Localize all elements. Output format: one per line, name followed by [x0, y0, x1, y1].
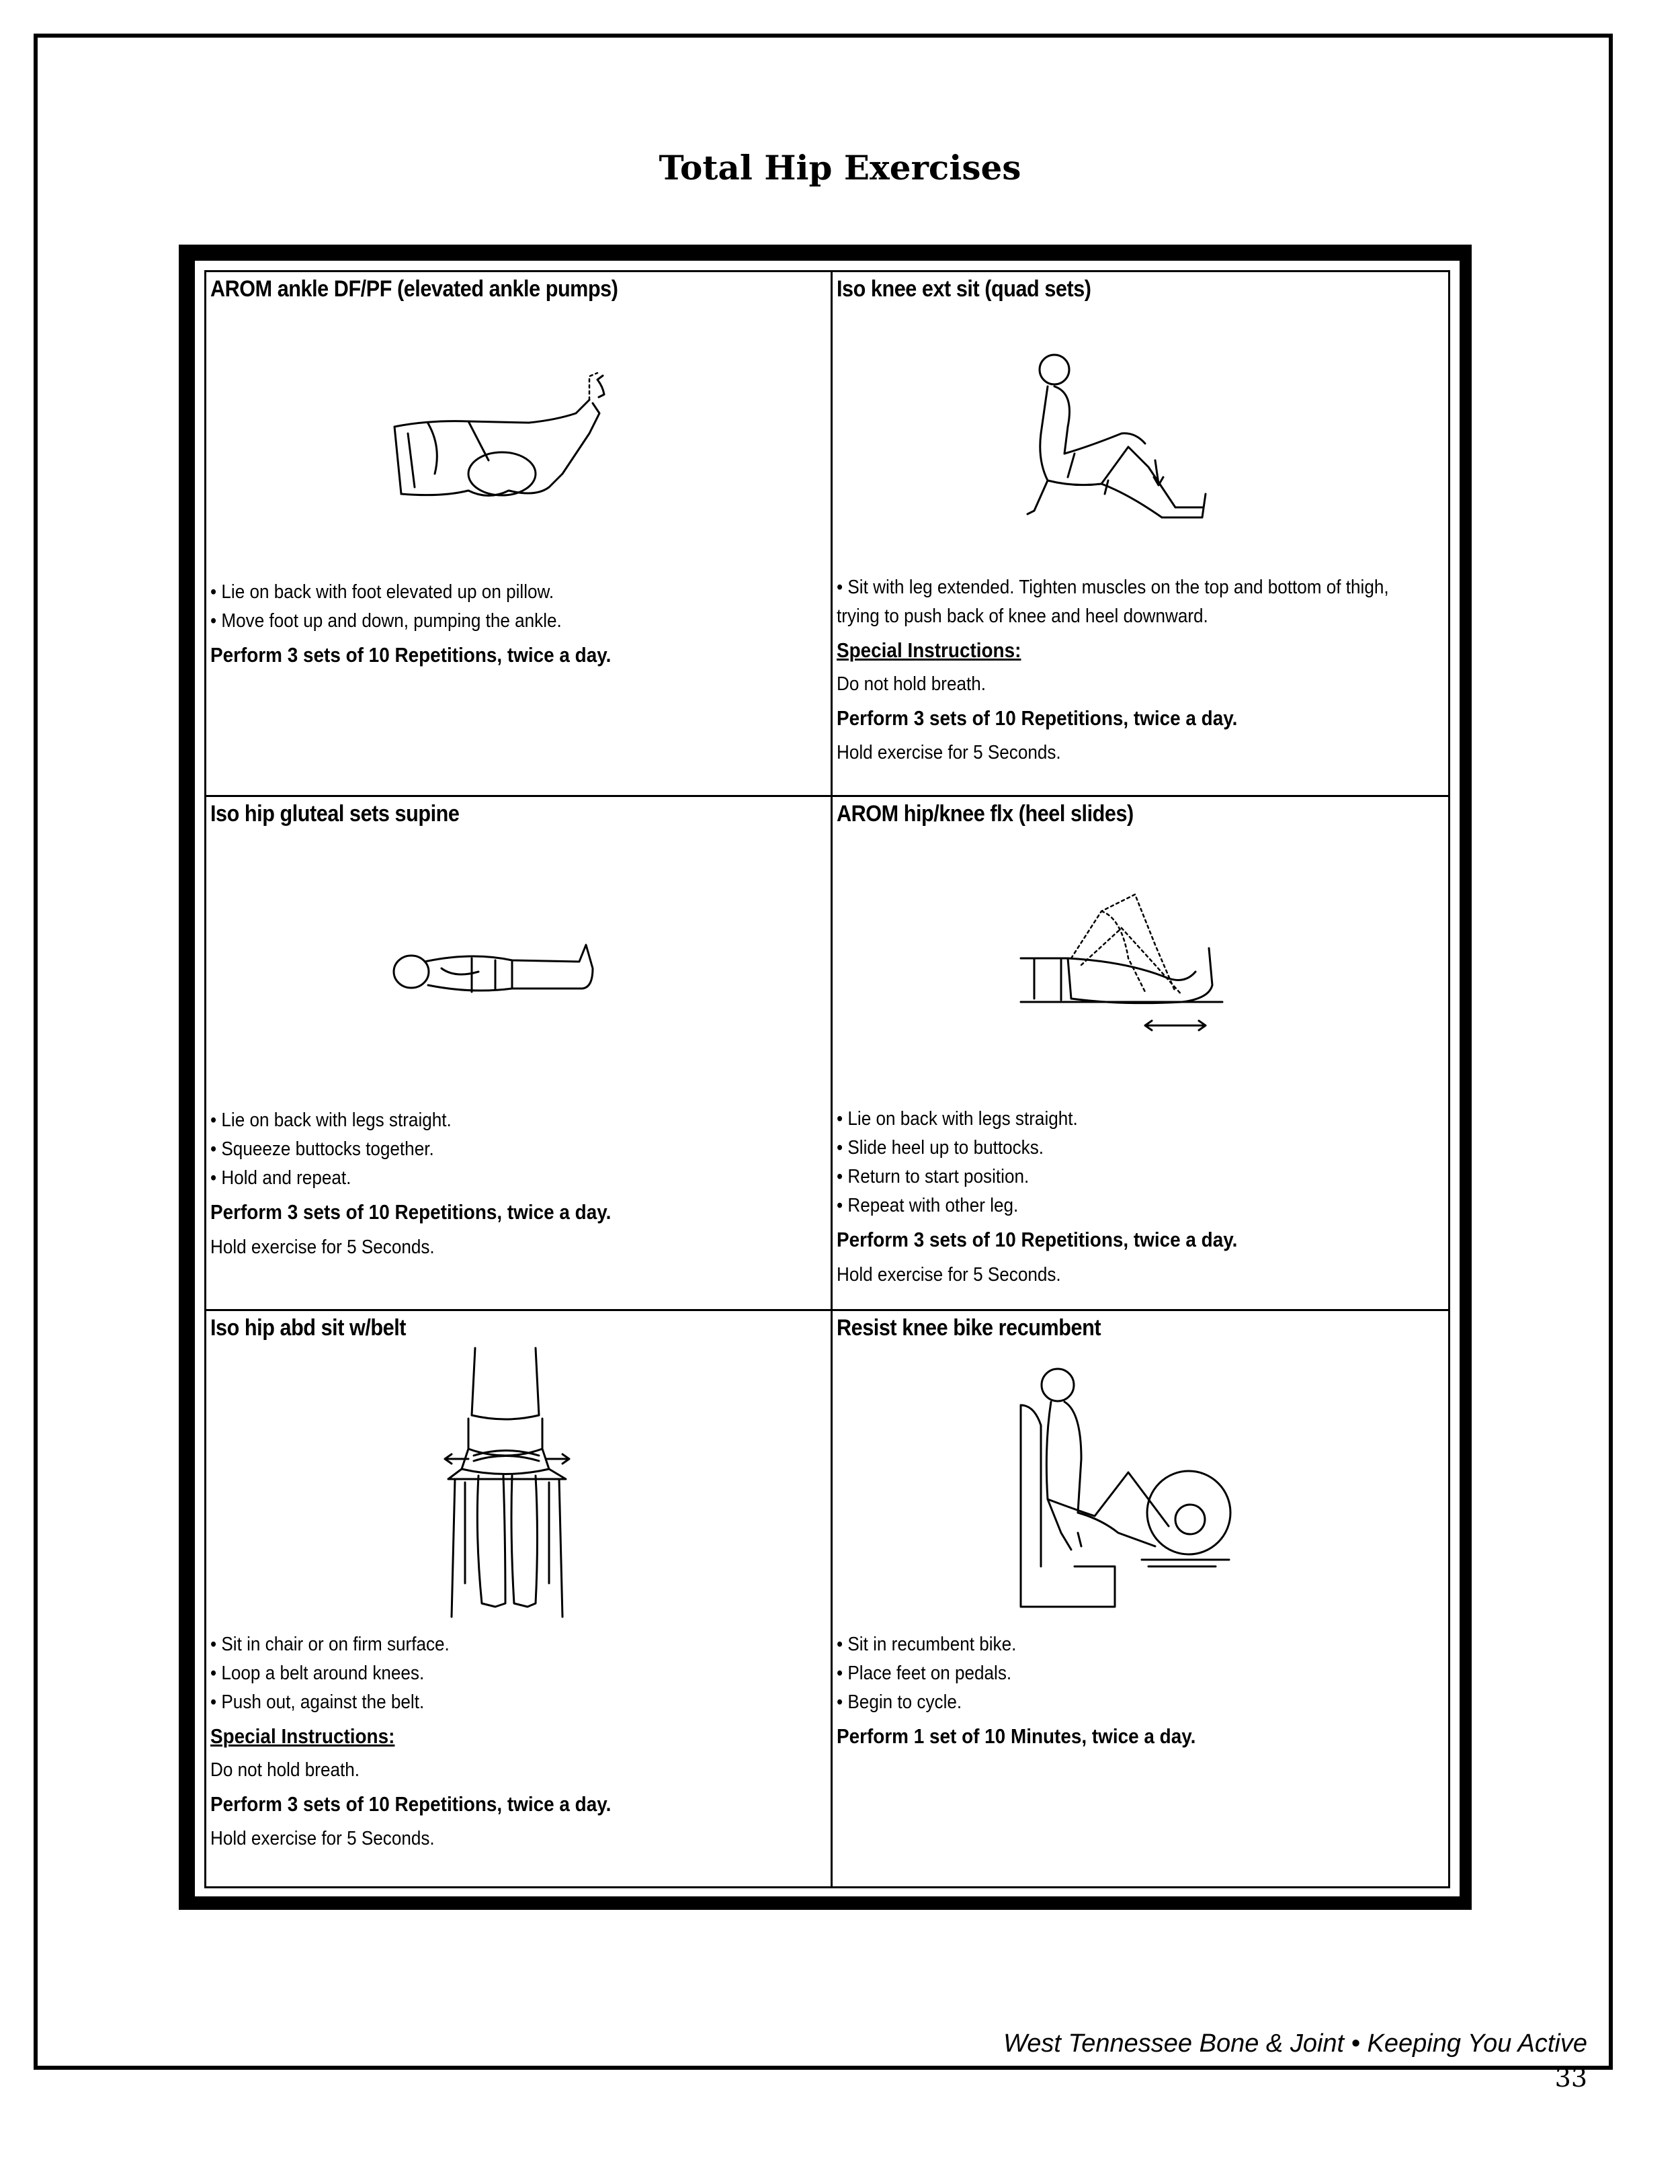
hold-text: Hold exercise for 5 Seconds.	[837, 1263, 1061, 1286]
step-line: • Loop a belt around knees.	[210, 1662, 425, 1684]
perform-text: Perform 1 set of 10 Minutes, twice a day.	[837, 1724, 1196, 1748]
step-line: • Lie on back with foot elevated up on pillow.	[210, 581, 554, 603]
footer-tagline: West Tennessee Bone & Joint • Keeping You Active	[1003, 2029, 1587, 2058]
ankle-pumps-illustration	[388, 373, 610, 507]
hold-text: Hold exercise for 5 Seconds.	[210, 1828, 435, 1850]
exercise-card-quad-sets	[833, 272, 1448, 797]
page-number: 33	[1554, 2063, 1587, 2093]
special-instructions-text: Do not hold breath.	[837, 673, 986, 695]
hip-abduction-illustration	[442, 1348, 583, 1624]
perform-text: Perform 3 sets of 10 Repetitions, twice a day.	[210, 1200, 612, 1224]
exercise-frame	[179, 245, 1472, 1910]
exercise-grid	[204, 270, 1450, 1888]
step-line: • Place feet on pedals.	[837, 1662, 1012, 1684]
exercise-instructions	[837, 573, 1389, 767]
step-line: • Sit in chair or on firm surface.	[210, 1634, 450, 1655]
step-line: trying to push back of knee and heel downward.	[837, 605, 1208, 627]
exercise-card-hip-abduction-belt	[206, 1311, 833, 1886]
step-line: • Lie on back with legs straight.	[837, 1108, 1078, 1130]
exercise-title: AROM hip/knee flx (heel slides)	[837, 801, 1134, 827]
step-line: • Return to start position.	[837, 1165, 1030, 1187]
step-line: • Repeat with other leg.	[837, 1194, 1019, 1216]
heel-slides-illustration	[1021, 891, 1229, 1046]
step-line: • Sit in recumbent bike.	[837, 1634, 1017, 1655]
exercise-instructions	[837, 1630, 1384, 1752]
exercise-card-recumbent-bike	[833, 1311, 1448, 1886]
exercise-title: Iso hip abd sit w/belt	[210, 1315, 407, 1341]
perform-text: Perform 3 sets of 10 Repetitions, twice a day.	[837, 1227, 1238, 1251]
perform-text: Perform 3 sets of 10 Repetitions, twice a day.	[210, 642, 612, 667]
step-line: • Sit with leg extended. Tighten muscles on the top and bottom of thigh,	[837, 577, 1389, 598]
special-instructions-label: Special Instructions:	[837, 638, 1021, 662]
exercise-instructions	[837, 1105, 1384, 1289]
perform-text: Perform 3 sets of 10 Repetitions, twice a day.	[837, 706, 1238, 730]
quad-sets-illustration	[1027, 353, 1229, 528]
step-line: • Move foot up and down, pumping the ankle.	[210, 610, 562, 632]
page-title: Total Hip Exercises	[659, 148, 1021, 187]
hold-text: Hold exercise for 5 Seconds.	[837, 742, 1061, 764]
gluteal-sets-illustration	[391, 941, 599, 1002]
special-instructions-label: Special Instructions:	[210, 1724, 395, 1748]
exercise-title: AROM ankle DF/PF (elevated ankle pumps)	[210, 276, 618, 302]
exercise-card-ankle-pumps	[206, 272, 833, 797]
exercise-title: Iso hip gluteal sets supine	[210, 801, 460, 827]
exercise-instructions	[210, 1630, 766, 1853]
step-line: • Lie on back with legs straight.	[210, 1109, 452, 1131]
exercise-title: Resist knee bike recumbent	[837, 1315, 1101, 1341]
step-line: • Squeeze buttocks together.	[210, 1138, 434, 1160]
exercise-card-heel-slides	[833, 797, 1448, 1311]
step-line: • Begin to cycle.	[837, 1691, 962, 1713]
special-instructions-text: Do not hold breath.	[210, 1759, 360, 1781]
perform-text: Perform 3 sets of 10 Repetitions, twice a day.	[210, 1792, 612, 1816]
recumbent-bike-illustration	[1014, 1365, 1229, 1613]
step-line: • Slide heel up to buttocks.	[837, 1136, 1044, 1159]
step-line: • Hold and repeat.	[210, 1167, 351, 1189]
exercise-instructions	[210, 578, 766, 671]
step-line: • Push out, against the belt.	[210, 1691, 425, 1713]
exercise-title: Iso knee ext sit (quad sets)	[837, 276, 1091, 302]
hold-text: Hold exercise for 5 Seconds.	[210, 1236, 435, 1258]
exercise-card-gluteal-sets	[206, 797, 833, 1311]
exercise-instructions	[210, 1106, 766, 1262]
